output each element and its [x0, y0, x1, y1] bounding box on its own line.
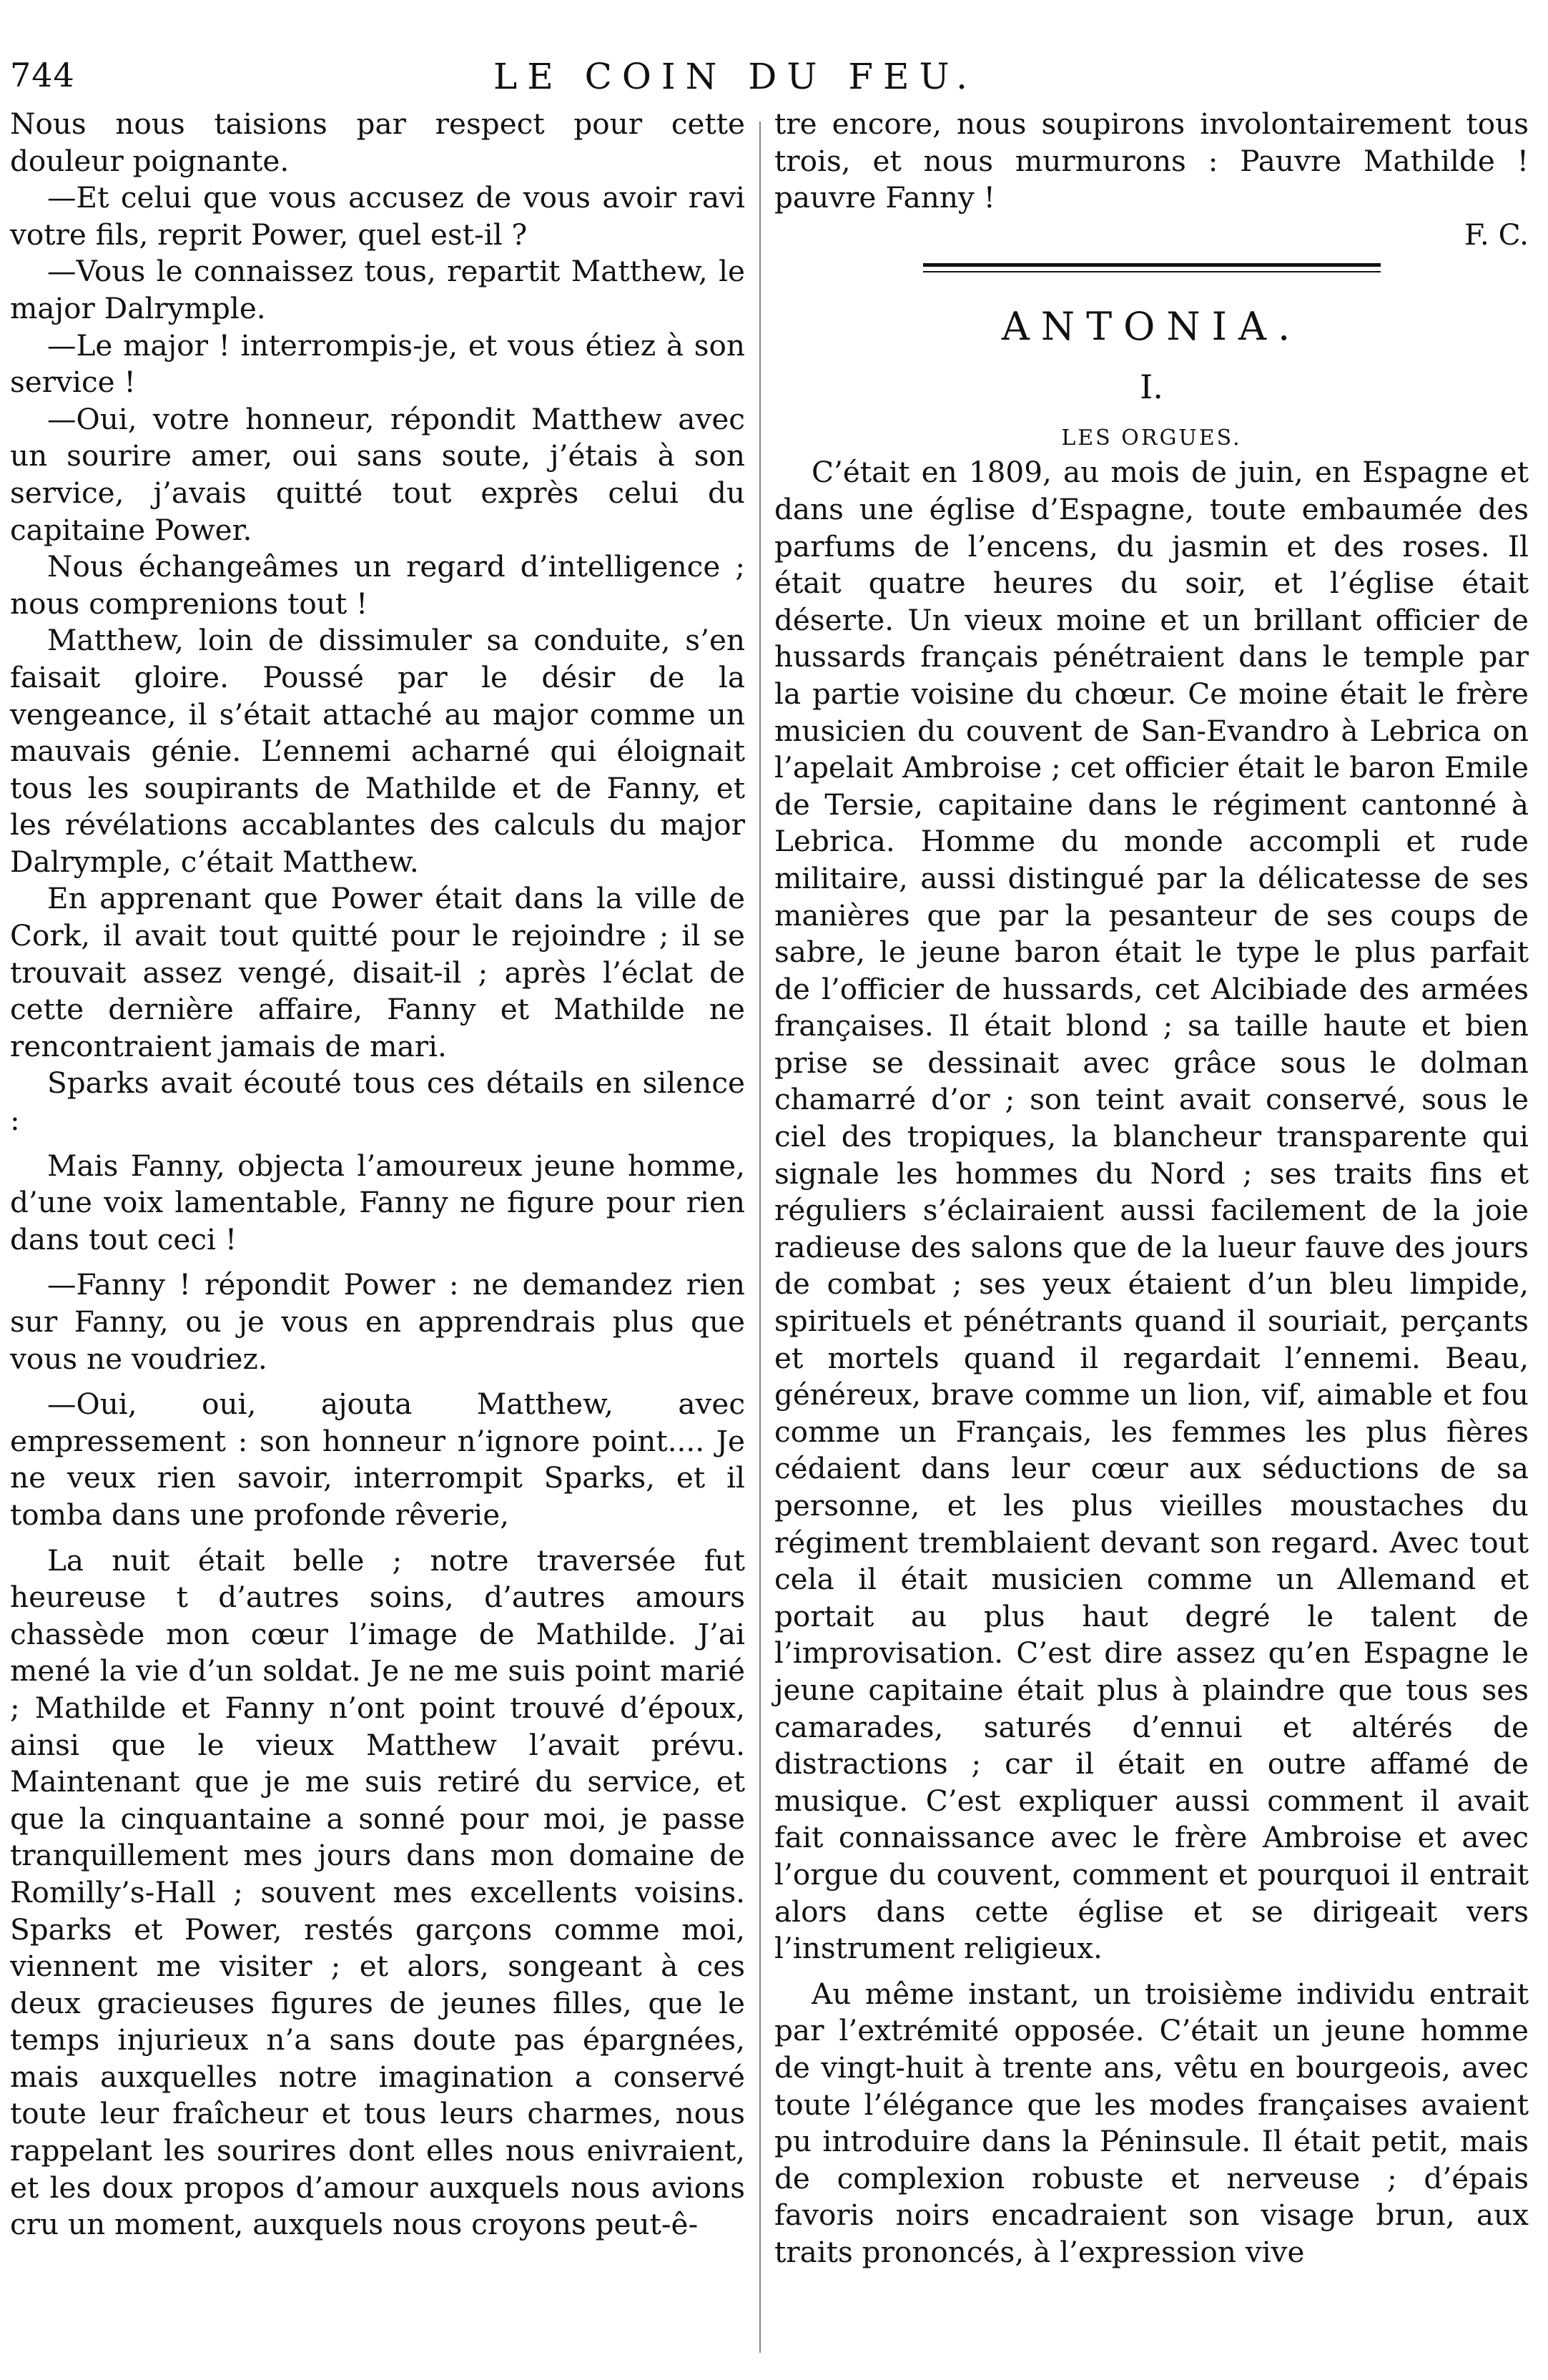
signature: F. C. [1464, 217, 1529, 252]
paragraph: Nous nous taisions par respect pour cette douleur poignante. [10, 107, 745, 178]
paragraph: —Et celui que vous accusez de vous avoir ravi votre fils, reprit Power, quel est-il ? [10, 180, 745, 252]
signature-line [774, 217, 1529, 254]
left-column [10, 106, 745, 2243]
paragraph: —Oui, votre honneur, répondit Matthew avec un sourire amer, oui sans soute, j’étais à son service, j’avais quitté tout exprès celui du capitaine Power. [10, 401, 745, 547]
paragraph: Sparks avait écouté tous ces détails en silence : [10, 1066, 745, 1138]
paragraph: —Fanny ! répondit Power : ne demandez rien sur Fanny, ou je vous en apprendrais plus que vous ne voudriez. [10, 1267, 745, 1376]
paragraph: Matthew, loin de dissimuler sa conduite, s’en faisait gloire. Poussé par le désir de la vengeance, il s’était attaché au major comme un mauvais génie. L’ennemi acharné qui éloignait tous les soupirants de Mathilde et de Fanny, et les révélations accablantes des calculs du major Dalrymple, c’était Matthew. [10, 623, 745, 879]
running-title: LE COIN DU FEU. [493, 56, 977, 97]
chapter-subtitle: LES ORGUES. [1061, 426, 1242, 451]
paragraph: Mais Fanny, objecta l’amoureux jeune homme, d’une voix lamentable, Fanny ne figure pour rien dans tout ceci ! [10, 1148, 745, 1257]
continuation-text: tre encore, nous soupirons involontairement tous trois, et nous murmurons : Pauvre Mathilde ! pauvre Fanny ! [774, 107, 1529, 215]
column-divider [759, 122, 761, 2353]
paragraph: En apprenant que Power était dans la ville de Cork, il avait tout quitté pour le rejoindre ; il se trouvait assez vengé, disait-il ; après l’éclat de cette dernière affaire, Fanny et Mathilde ne rencontraient jamais de mari. [10, 881, 745, 1063]
chapter-number: I. [1140, 368, 1163, 407]
paragraph: Nous échangeâmes un regard d’intelligence ; nous comprenions tout ! [10, 549, 745, 621]
page-number: 744 [10, 56, 75, 94]
section-rule [923, 263, 1381, 272]
paragraph: —Oui, oui, ajouta Matthew, avec empressement : son honneur n’ignore point.... Je ne veux rien savoir, interrompit Sparks, et il tomba dans une profonde rêverie, [10, 1387, 745, 1532]
story-title: ANTONIA. [1001, 304, 1302, 350]
paragraph: La nuit était belle ; notre traversée fut heureuse t d’autres soins, d’autres amours chassède mon cœur l’image de Mathilde. J’ai mené la vie d’un soldat. Je ne me suis point marié ; Mathilde et Fanny n’ont point trouvé d’époux, ainsi que le vieux Matthew l’avait prévu. Maintenant que je me suis retiré du service, et que la cinquantaine a sonné pour moi, je passe tranquillement mes jours dans mon domaine de Romilly’s-Hall ; souvent mes excellents voisins. Sparks et Power, restés garçons comme moi, viennent me visiter ; et alors, songeant à ces deux gracieuses figures de jeunes filles, que le temps injurieux n’a sans doute pas épargnées, mais auxquelles notre imagination a conservé toute leur fraîcheur et tous leurs charmes, nous rappelant les sourires dont elles nous enivraient, et les doux propos d’amour auxquels nous avions cru un moment, auxquels nous croyons peut-ê- [10, 1543, 745, 2242]
paragraph: C’était en 1809, au mois de juin, en Espagne et dans une église d’Espagne, toute embaumée des parfums de l’encens, du jasmin et des roses. Il était quatre heures du soir, et l’église était déserte. Un vieux moine et un brillant officier de hussards français pénétraient dans le temple par la partie voisine du chœur. Ce moine était le frère musicien du couvent de San-Evandro à Lebrica on l’apelait Ambroise ; cet officier était le baron Emile de Tersie, capitaine dans le régiment cantonné à Lebrica. Homme du monde accompli et rude militaire, aussi distingué par la délicatesse de ses manières que par la pesanteur de ses coups de sabre, le jeune baron était le type le plus parfait de l’officier de hussards, cet Alcibiade des armées françaises. Il était blond ; sa taille haute et bien prise se dessinait avec grâce sous le dolman chamarré d’or ; son teint avait conservé, sous le ciel des tropiques, la blancheur transparente qui signale les hommes du Nord ; ses traits fins et réguliers s’éclairaient aussi facilement de la joie radieuse des salons que de la lueur fauve des jours de combat ; ses yeux étaient d’un bleu limpide, spirituels et pénétrants quand il souriait, perçants et mortels quand il regardait l’ennemi. Beau, généreux, brave comme un lion, vif, aimable et fou comme un Français, les femmes les plus fières cédaient dans leur cœur aux séductions de sa personne, et les plus vieilles moustaches du régiment tremblaient devant son regard. Avec tout cela il était musicien comme un Allemand et portait au plus haut degré le talent de l’improvisation. C’est dire assez qu’en Espagne le jeune capitaine était plus à plaindre que tous ses camarades, saturés d’ennui et altérés de distractions ; car il était en outre affamé de musique. C’est expliquer aussi comment il avait fait connaissance avec le frère Ambroise et avec l’orgue du couvent, comment et pourquoi il entrait alors dans cette église et se dirigeait vers l’instrument religieux. [774, 455, 1529, 1966]
page-header [0, 56, 1548, 106]
paragraph: —Vous le connaissez tous, repartit Matthew, le major Dalrymple. [10, 254, 745, 325]
paragraph: —Le major ! interrompis-je, et vous étiez à son service ! [10, 328, 745, 400]
paragraph: Au même instant, un troisième individu entrait par l’extrémité opposée. C’était un jeune homme de vingt-huit à trente ans, vêtu en bourgeois, avec toute l’élégance que les modes françaises avaient pu introduire dans la Péninsule. Il était petit, mais de complexion robuste et nerveuse ; d’épais favoris noirs encadraient son visage brun, aux traits prononcés, à l’expression vive [774, 1976, 1529, 2269]
right-column [774, 106, 1529, 2271]
